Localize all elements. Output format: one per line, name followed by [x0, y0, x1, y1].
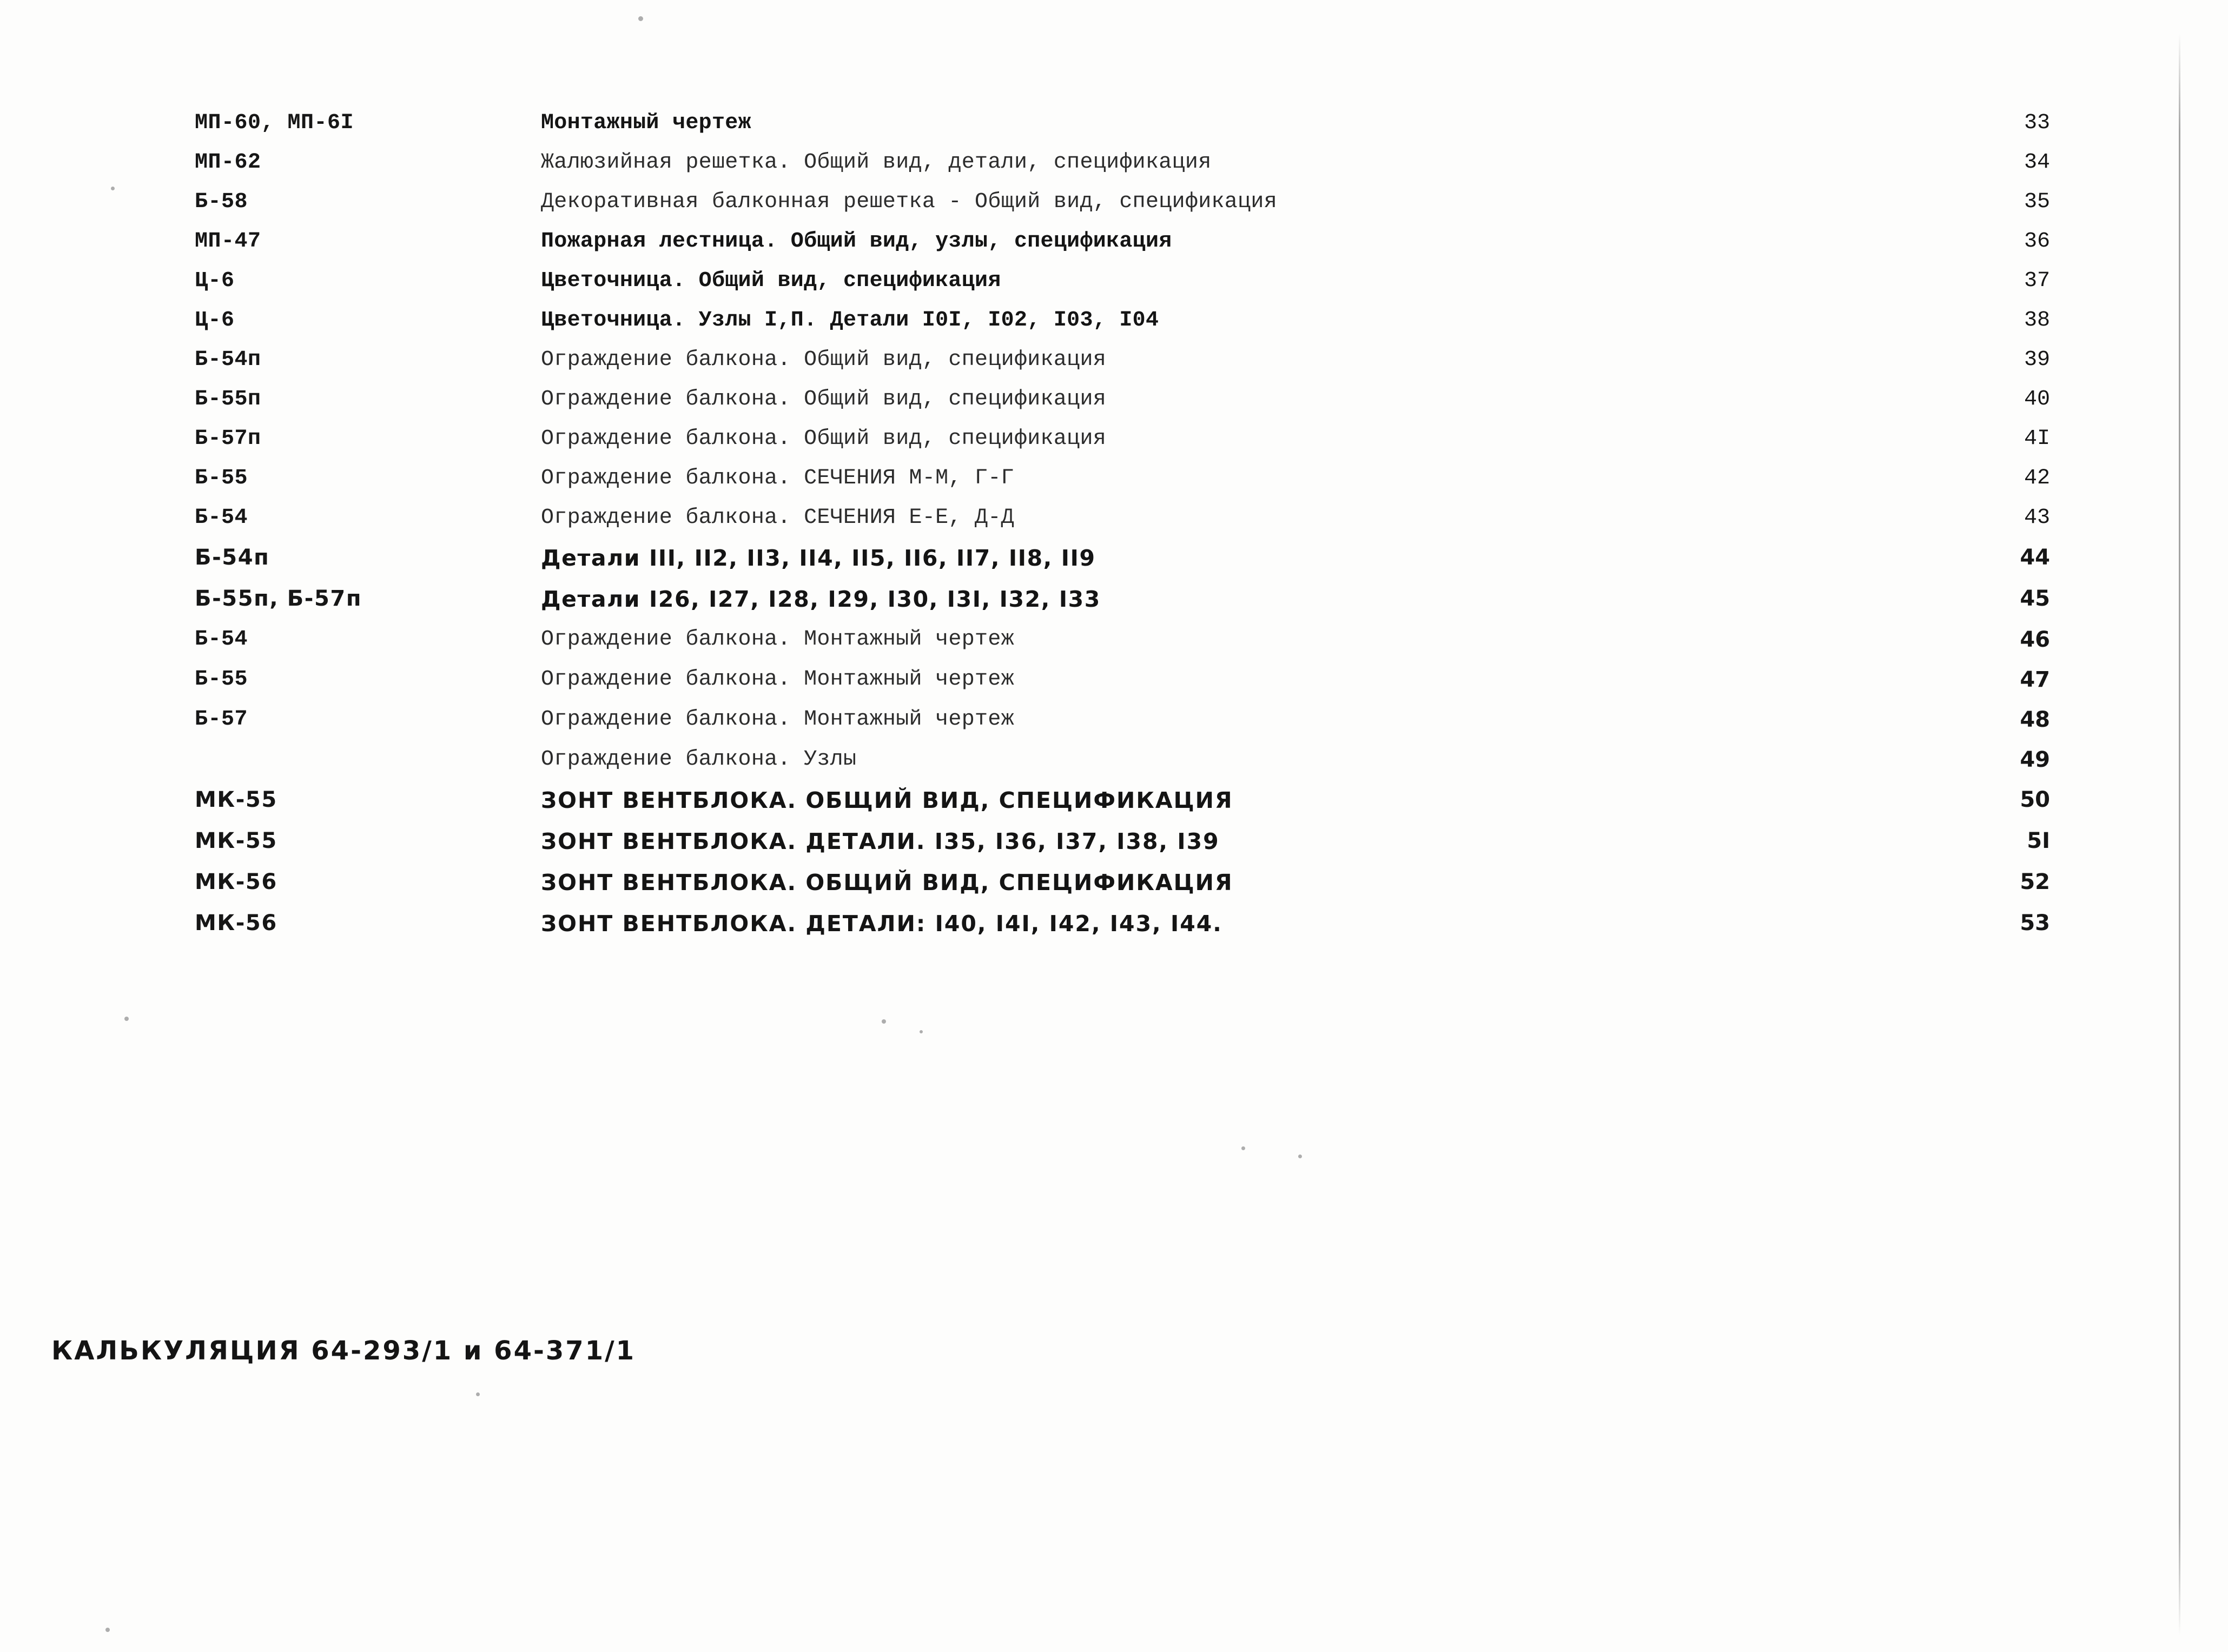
row-title: Ограждение балкона. СЕЧЕНИЯ Е-Е, Д-Д — [541, 506, 1014, 530]
row-title: Ограждение балкона. Общий вид, спецификация — [541, 348, 1107, 372]
table-row — [195, 348, 2050, 387]
row-title: Ограждение балкона. Монтажный чертеж — [541, 627, 1014, 652]
table-row — [195, 308, 2050, 348]
drawing-index-body — [195, 111, 2050, 952]
row-title: Ограждение балкона. Общий вид, спецификация — [541, 427, 1107, 451]
table-row — [195, 269, 2050, 308]
row-page: 53 — [2020, 911, 2050, 936]
row-title: Ограждение балкона. СЕЧЕНИЯ М-М, Г-Г — [541, 466, 1014, 490]
row-page: 49 — [2020, 747, 2050, 772]
row-title: Ограждение балкона. Монтажный чертеж — [541, 707, 1014, 732]
row-page: 43 — [2024, 506, 2050, 530]
table-row — [195, 787, 2050, 828]
row-page: 5I — [2027, 828, 2050, 853]
table-row — [195, 667, 2050, 707]
row-page: 44 — [2020, 545, 2050, 570]
row-page: 47 — [2020, 667, 2050, 692]
row-page: 36 — [2024, 229, 2050, 254]
row-page: 4I — [2024, 427, 2050, 451]
row-page: 38 — [2024, 308, 2050, 333]
table-row — [195, 870, 2050, 911]
row-title: Пожарная лестница. Общий вид, узлы, спецификация — [541, 229, 1172, 254]
row-title: Ограждение балкона. Монтажный чертеж — [541, 667, 1014, 692]
row-title: Цветочница. Общий вид, спецификация — [541, 269, 1001, 293]
row-page: 35 — [2024, 190, 2050, 214]
table-row — [195, 190, 2050, 229]
row-code: Б-58 — [195, 190, 248, 214]
table-row — [195, 586, 2050, 627]
table-row — [195, 707, 2050, 747]
row-page: 39 — [2024, 348, 2050, 372]
row-code: МП-60, МП-6I — [195, 111, 354, 135]
table-row — [195, 747, 2050, 787]
row-code: Б-57п — [195, 427, 261, 451]
table-row — [195, 427, 2050, 466]
drawing-index-table — [195, 111, 2050, 952]
table-row — [195, 506, 2050, 545]
row-page: 40 — [2024, 387, 2050, 412]
row-code: Б-55п, Б-57п — [195, 586, 362, 611]
row-code: МК-55 — [195, 787, 277, 812]
row-code: Ц-6 — [195, 269, 235, 293]
row-page: 45 — [2020, 586, 2050, 611]
table-row — [195, 466, 2050, 506]
row-page: 33 — [2024, 111, 2050, 135]
row-code: МК-55 — [195, 828, 277, 853]
row-title: Ограждение балкона. Общий вид, спецификация — [541, 387, 1107, 412]
row-code: Б-54 — [195, 627, 248, 652]
table-row — [195, 545, 2050, 586]
row-code: Б-54 — [195, 506, 248, 530]
row-code: Б-57 — [195, 707, 248, 732]
row-code: Б-55п — [195, 387, 261, 412]
row-page: 52 — [2020, 870, 2050, 894]
row-title: Монтажный чертеж — [541, 111, 751, 135]
row-page: 46 — [2020, 627, 2050, 652]
row-title: ЗОНТ ВЕНТБЛОКА. ОБЩИЙ ВИД, СПЕЦИФИКАЦИЯ — [541, 870, 1233, 895]
row-title: Цветочница. Узлы I,П. Детали I0I, I02, I03, I04 — [541, 308, 1159, 333]
row-code: Б-55 — [195, 466, 248, 490]
row-code: МК-56 — [195, 911, 277, 936]
row-page: 42 — [2024, 466, 2050, 490]
row-title: ЗОНТ ВЕНТБЛОКА. ДЕТАЛИ: I40, I4I, I42, I43, I44. — [541, 911, 1222, 937]
row-title: Детали I26, I27, I28, I29, I30, I3I, I32, I33 — [541, 586, 1101, 612]
row-code: МП-62 — [195, 150, 261, 175]
table-row — [195, 229, 2050, 269]
row-title: Декоративная балконная решетка - Общий вид, спецификация — [541, 190, 1278, 214]
table-row — [195, 150, 2050, 190]
row-title: Жалюзийная решетка. Общий вид, детали, спецификация — [541, 150, 1212, 175]
row-page: 50 — [2020, 787, 2050, 812]
row-code: Б-54п — [195, 348, 261, 372]
row-code: МК-56 — [195, 870, 277, 894]
row-code: Ц-6 — [195, 308, 235, 333]
table-row — [195, 111, 2050, 150]
row-code — [195, 747, 541, 787]
row-page: 48 — [2020, 707, 2050, 732]
calculation-footnote: КАЛЬКУЛЯЦИЯ 64-293/1 и 64-371/1 — [51, 1336, 636, 1366]
row-page: 34 — [2024, 150, 2050, 175]
table-row — [195, 627, 2050, 667]
table-row — [195, 387, 2050, 427]
row-title: ЗОНТ ВЕНТБЛОКА. ОБЩИЙ ВИД, СПЕЦИФИКАЦИЯ — [541, 787, 1233, 813]
row-page: 37 — [2024, 269, 2050, 293]
row-title: ЗОНТ ВЕНТБЛОКА. ДЕТАЛИ. I35, I36, I37, I38, I39 — [541, 828, 1220, 854]
table-row — [195, 828, 2050, 870]
table-row — [195, 911, 2050, 952]
row-title: Детали III, II2, II3, II4, II5, II6, II7, II8, II9 — [541, 545, 1096, 571]
row-code: Б-55 — [195, 667, 248, 692]
row-code: МП-47 — [195, 229, 261, 254]
row-code: Б-54п — [195, 545, 270, 570]
row-title: Ограждение балкона. Узлы — [541, 747, 857, 772]
